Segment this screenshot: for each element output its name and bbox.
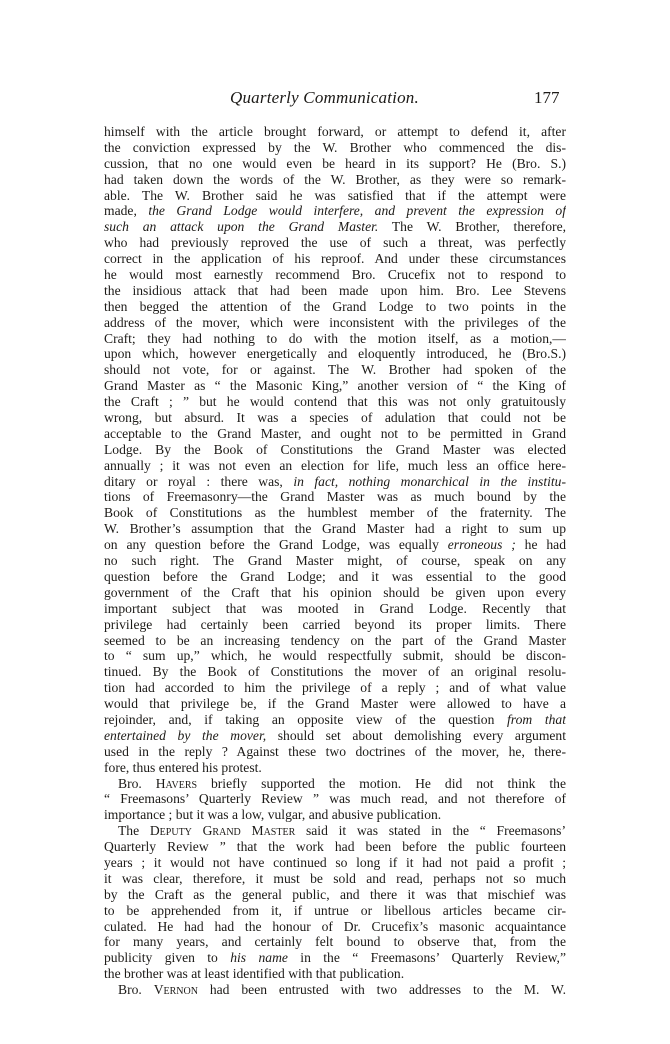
text-line: importance ; but it was a low, vulgar, and abusive publication. <box>104 807 442 823</box>
body-text <box>104 124 566 998</box>
text-line: had taken down the words of the W. Brother, as they were so remark- <box>104 171 566 187</box>
text-span: publicity given to <box>104 950 231 966</box>
italic-span: erroneous ; <box>447 537 516 553</box>
text-span: ditary or royal : there was, <box>104 473 294 489</box>
text-line <box>104 728 566 744</box>
italic-span: from that <box>507 711 566 727</box>
text-line <box>104 537 566 553</box>
page-header <box>0 88 670 112</box>
text-line: cussion, that no one would even be heard in its support? He (Bro. S.) <box>104 155 566 171</box>
text-line: upon which, however energetically and eloquently introduced, he (Bro.S.) <box>104 346 566 362</box>
text-line: important subject that was mooted in Grand Lodge. Recently that <box>104 600 566 616</box>
text-line: he would most earnestly recommend Bro. Crucefix not to respond to <box>104 267 566 283</box>
text-line: culated. He had had the honour of Dr. Crucefix’s masonic acquaintance <box>104 918 566 934</box>
text-line: Lodge. By the Book of Constitutions the Grand Master was elected <box>104 441 566 457</box>
text-line: Craft; they had nothing to do with the motion itself, as a motion,— <box>104 330 566 346</box>
text-span: in the “ Freemasons’ Quarterly Review,” <box>287 950 566 966</box>
text-line <box>104 823 566 839</box>
italic-span: in fact, nothing monarchical in the institu- <box>293 473 566 489</box>
text-line: fore, thus entered his protest. <box>104 759 262 775</box>
page-number: 177 <box>534 88 560 107</box>
text-line: government of the Craft that his opinion should be given upon every <box>104 584 566 600</box>
text-span: rejoinder, and, if taking an opposite view of the question <box>104 711 508 727</box>
text-line <box>104 950 566 966</box>
text-line <box>104 982 566 998</box>
text-line: wrong, but absurd. It was a species of adulation that could not be <box>104 410 566 426</box>
text-line: it was clear, therefore, it must be sold and read, perhaps not so much <box>104 870 566 886</box>
text-line: seemed to be an increasing tendency on the part of the Grand Master <box>104 632 566 648</box>
text-line: correct in the application of his reproof. And under these circumstances <box>104 251 566 267</box>
text-span: The <box>118 823 150 839</box>
text-line: tion had accorded to him the privilege of a reply ; and of what value <box>104 680 566 696</box>
text-line: Quarterly Review ” that the work had been before the public fourteen <box>104 839 566 855</box>
text-line: privilege had certainly been carried beyond its proper limits. There <box>104 616 566 632</box>
text-line: annually ; it was not even an election for life, much less an office here- <box>104 457 566 473</box>
small-caps-name: Havers <box>155 775 198 791</box>
text-line: used in the reply ? Against these two doctrines of the mover, he, there- <box>104 743 566 759</box>
text-line: address of the mover, which were inconsistent with the privileges of the <box>104 314 566 330</box>
text-span: Bro. <box>118 775 156 791</box>
text-line <box>104 203 566 219</box>
italic-span: such an attack upon the Grand Master. <box>104 219 379 235</box>
text-line: would that privilege be, if the Grand Master were allowed to have a <box>104 696 566 712</box>
text-line: the brother was at least identified with that publication. <box>104 966 405 982</box>
text-line <box>104 219 566 235</box>
text-line: should not vote, for or against. The W. Brother had spoken of the <box>104 362 566 378</box>
text-span: he had <box>515 537 566 553</box>
text-line: himself with the article brought forward, or attempt to defend it, after <box>104 124 566 139</box>
text-span: The W. Brother, therefore, <box>378 219 566 235</box>
text-line: the Craft ; ” but he would contend that this was not only gratuitously <box>104 394 566 410</box>
text-line: by the Craft as the general public, and there it was that mischief was <box>104 886 566 902</box>
text-line: Book of Constitutions as the humblest member of the fraternity. The <box>104 505 566 521</box>
text-span: should set about demolishing every argument <box>266 727 566 743</box>
text-line: “ Freemasons’ Quarterly Review ” was much read, and not therefore of <box>104 791 566 807</box>
text-line: to “ sum up,” which, he would respectfully submit, should be discon- <box>104 648 566 664</box>
text-line <box>104 474 566 490</box>
text-line: Grand Master as “ the Masonic King,” another version of “ the King of <box>104 378 566 394</box>
text-line: to be apprehended from it, if untrue or libellous articles became cir- <box>104 902 566 918</box>
text-line: tinued. By the Book of Constitutions the mover of an original resolu- <box>104 664 566 680</box>
running-title: Quarterly Communication. <box>230 88 419 107</box>
text-line: for many years, and certainly felt bound to observe that, from the <box>104 934 566 950</box>
italic-span: the Grand Lodge would interfere, and prevent the expression of <box>148 203 566 219</box>
text-span: briefly supported the motion. He did not think the <box>197 775 566 791</box>
text-span: Bro. <box>118 982 154 998</box>
text-line: no such right. The Grand Master might, of course, speak on any <box>104 553 566 569</box>
text-line: question before the Grand Lodge; and it was essential to the good <box>104 568 566 584</box>
text-line: able. The W. Brother said he was satisfied that if the attempt were <box>104 187 566 203</box>
text-line <box>104 712 566 728</box>
text-line: W. Brother’s assumption that the Grand Master had a right to sum up <box>104 521 566 537</box>
text-line: acceptable to the Grand Master, and ought not to be permitted in Grand <box>104 425 566 441</box>
italic-span: his name <box>230 950 288 966</box>
text-span: on any question before the Grand Lodge, was equally <box>104 537 448 553</box>
text-span: made, <box>104 203 149 219</box>
text-line: who had previously reproved the use of such a threat, was perfectly <box>104 235 566 251</box>
text-line: the conviction expressed by the W. Brother who commenced the dis- <box>104 139 566 155</box>
text-line <box>104 776 566 792</box>
text-line: years ; it would not have continued so long if it had not paid a profit ; <box>104 854 566 870</box>
small-caps-name: Vernon <box>153 982 198 998</box>
text-span: said it was stated in the “ Freemasons’ <box>295 823 566 839</box>
text-line: the insidious attack that had been made upon him. Bro. Lee Stevens <box>104 282 566 298</box>
text-line: then begged the attention of the Grand Lodge to two points in the <box>104 298 566 314</box>
text-line: tions of Freemasonry—the Grand Master was as much bound by the <box>104 489 566 505</box>
small-caps-name: Deputy Grand Master <box>149 823 296 839</box>
italic-span: entertained by the mover, <box>104 727 267 743</box>
text-span: had been entrusted with two addresses to the M. W. <box>197 982 566 998</box>
